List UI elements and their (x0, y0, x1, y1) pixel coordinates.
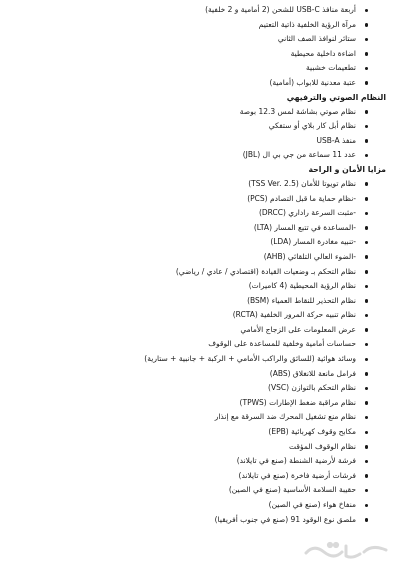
list-item: مرآة الرؤية الخلفية ذاتية التعتيم (14, 18, 386, 33)
audio-list (14, 105, 386, 163)
list-item: -نظام حماية ما قبل التصادم (PCS) (14, 192, 386, 207)
list-item: أربعة منافذ USB-C للشحن (2 أمامية و 2 خلفية) (14, 3, 386, 18)
spec-document (14, 3, 386, 527)
watermark-logo-icon (300, 540, 392, 562)
list-item: -مثبت السرعة راداري (DRCC) (14, 206, 386, 221)
list-item: نظام الوقوف المؤقت (14, 440, 386, 455)
list-item: نظام التحكم بـ وضعيات القيادة (اقتصادي / عادي / رياضي) (14, 265, 386, 280)
list-item: نظام تنبيه حركة المرور الخلفية (RCTA) (14, 308, 386, 323)
list-item: فرشات أرضية فاخرة (صنع في تايلاند) (14, 469, 386, 484)
safety-section-title: مزايا الأمان و الراحة (308, 164, 386, 174)
list-item: نظام تويوتا للأمان (TSS Ver. 2.5) (14, 177, 386, 192)
list-item: -تنبيه مغادرة المسار (LDA) (14, 235, 386, 250)
list-item: حقيبة السلامة الأساسية (صنع في الصين) (14, 483, 386, 498)
list-item: ملصق نوع الوقود 91 (صنع في جنوب أفريقيا) (14, 513, 386, 528)
safety-list (14, 177, 386, 527)
list-item: فرشة لأرضية الشنطة (صنع في تايلاند) (14, 454, 386, 469)
list-item: منفاخ هواء (صنع في الصين) (14, 498, 386, 513)
list-item: نظام الرؤية المحيطية (4 كاميرات) (14, 279, 386, 294)
list-item: وسائد هوائية (للسائق والراكب الأمامي + الركبة + جانبية + ستارية) (14, 352, 386, 367)
list-item: تطعيمات خشبية (14, 61, 386, 76)
list-item: نظام صوتي بشاشة لمس 12.3 بوصة (14, 105, 386, 120)
list-item: -الضوء العالي التلقائي (AHB) (14, 250, 386, 265)
list-item: ستائر لنوافذ الصف الثاني (14, 32, 386, 47)
list-item: نظام منع تشغيل المحرك ضد السرقة مع إنذار (14, 410, 386, 425)
list-item: فرامل مانعة للانغلاق (ABS) (14, 367, 386, 382)
list-item: مكابح وقوف كهربائية (EPB) (14, 425, 386, 440)
list-item: حساسات أمامية وخلفية للمساعدة على الوقوف (14, 337, 386, 352)
list-item: اضاءة داخلية محيطية (14, 47, 386, 62)
list-item: منفذ USB-A (14, 134, 386, 149)
comfort-list (14, 3, 386, 91)
audio-section-title: النظام الصوتي والترفيهي (286, 92, 386, 102)
list-item: نظام التحكم بالتوازن (VSC) (14, 381, 386, 396)
list-item: نظام التحذير للنقاط العمياء (BSM) (14, 294, 386, 309)
list-item: عتبة معدنية للابواب (أمامية) (14, 76, 386, 91)
list-item: عدد 11 سماعة من جي بي ال (JBL) (14, 148, 386, 163)
list-item: -المساعدة في تتبع المسار (LTA) (14, 221, 386, 236)
list-item: عرض المعلومات على الزجاج الأمامي (14, 323, 386, 338)
list-item: نظام أبل كار بلاي أو ستفكي (14, 119, 386, 134)
list-item: نظام مراقبة ضغط الإطارات (TPWS) (14, 396, 386, 411)
